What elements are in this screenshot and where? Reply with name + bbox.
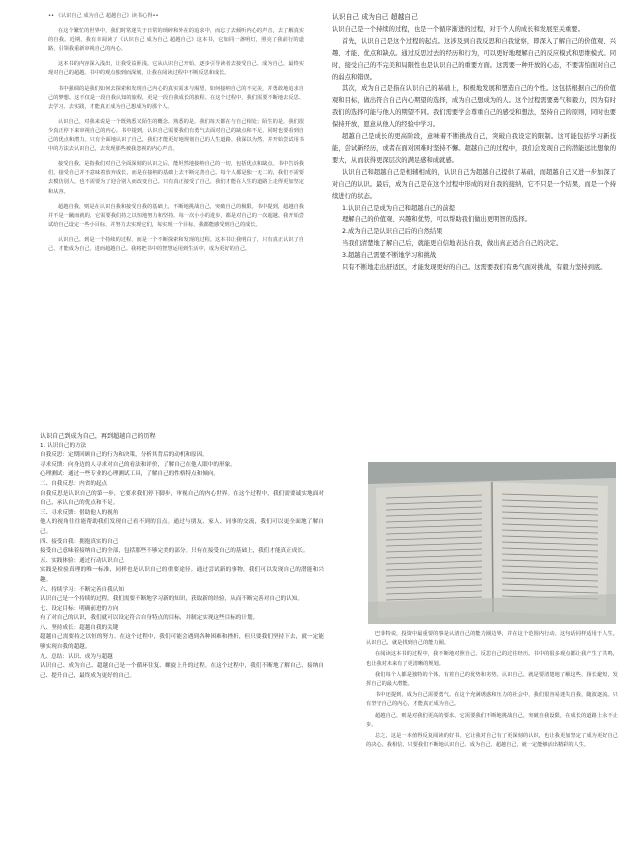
paragraph: 首先，认识自己是这个过程的起点。这涉及到自我反思和自我觉察，即深入了解自己的价值观、兴趣、才能、优点和缺点。通过反思过去的经历和行为，可以更好地理解自己的反应模式和思维模式。同时，接受自己的不完美和局限性也是认识自己的重要方面。这需要一种开放的心态，不要害怕面对自己的弱点和错误。 (332, 37, 616, 81)
list-item: 认识自己、成为自己、超越自己是一个循环往复、螺旋上升的过程。在这个过程中，我们不断地了解自己、接纳自己、提升自己，最终成为更好的自己。 (40, 663, 324, 679)
page-1-body (48, 27, 304, 254)
list-item: 自我反思：定期回顾自己的行为和决策，分析其背后的动机和原因。 (40, 452, 208, 459)
paragraph: 接受自我，是指我们对自己全面深刻的认识之后，能坦然地接纳自己的一切，包括优点和缺点。书中告诉我们，接受自己并不意味着放弃成长，而是在接纳的基础上去不断完善自己。每个人都是独一无二的，我们不需要去模仿别人，也不需要为了迎合别人而改变自己。只有真正接受了自己，我们才能在人生的道路上走得更加坚定和从容。 (48, 161, 304, 195)
page-2-numbered (332, 203, 616, 274)
list-item: 心理测试：通过一些专业的心理测试工具，了解自己的性格特点和倾向。 (40, 471, 220, 478)
numbered-item: 理解自己的价值观、兴趣和优势，可以帮助我们做出更明智的选择。 (342, 216, 531, 224)
numbered-item: 当我们清楚地了解自己后，就能更自信地表达自我，做出真正适合自己的决定。 (342, 240, 563, 248)
list-item: 1. 认识自己的方法 (40, 442, 87, 449)
paragraph: 超越自己，则是对我们更高的要求。它需要我们不断地挑战自己，突破自我设限，在成长的道路上永不止步。 (366, 712, 618, 728)
page-4 (366, 630, 618, 850)
numbered-item: 1.认识自己是成为自己和超越自己的前提 (342, 204, 456, 212)
list-item: 五、实践体验：通过行动认识自己 (40, 557, 124, 564)
paragraph: 我们每个人都是独特的个体，有着自己的优势和劣势。认识自己，就是要清楚地了解这些，扬长避短，发挥自己的最大潜能。 (366, 671, 618, 688)
page-2 (328, 12, 620, 417)
page-3-title: 认识自己到成为自己，再到超越自己的历程 (40, 433, 156, 440)
list-item: 四、接受自我：拥抱真实的自己 (40, 538, 119, 545)
page-1 (40, 12, 310, 417)
page-3-body (40, 442, 324, 682)
page-1-header: •• 《认识自己 成为自己 超越自己》读书心得•• (48, 13, 159, 19)
page-2-subtitle: 认识自己是一个持续的过程，也是一个循序渐进的过程，对于个人的成长和发展至关重要。 (332, 25, 584, 33)
paragraph: 其次，成为自己是指在认识自己的基础上，积极地发展和塑造自己的个性。这包括根据自己的价值观和目标，做出符合自己内心期望的选择，成为自己想成为的人。这个过程需要勇气和毅力，因为有时我们的选择可能与他人的期望不同。我们需要学会尊重自己的感受和想法，坚持自己的原则，同时也要保持开放，愿意从他人的经验中学习。 (332, 85, 616, 129)
page-3 (36, 432, 328, 850)
page-2-body (332, 36, 616, 203)
page-4-body (366, 630, 618, 750)
list-item: 认识自己是一个持续的过程，我们需要不断地学习新的知识，获取新的经验，从而不断完善对自己的认知。 (40, 596, 303, 603)
numbered-item: 只有不断地走出舒适区，才能发现更好的自己。这需要我们有勇气面对挑战，有毅力坚持到底。 (342, 264, 607, 272)
paragraph: 巴菲特说，投资中最重要的事是认清自己的能力圈边界，并在这个范围内行动。这句话同样适用于人生。认识自己，就是找到自己的能力圈。 (366, 631, 618, 647)
paragraph: 超越自己是成长的更高阶段，意味着不断挑战自己，突破自我设定的限制。这可能包括学习新技能，尝试新经历，或者在面对困难时坚持不懈。超越自己的过程中，我们会发现自己的潜能远比想象的要大，从而获得更深层次的满足感和成就感。 (332, 133, 616, 164)
list-item: 接受自己意味着接纳自己的全部，包括那些不够完美的部分。只有在接受自己的基础上，我们才能真正成长。 (40, 548, 309, 555)
numbered-item: 3.超越自己需要不断地学习和挑战 (342, 252, 437, 260)
paragraph: 认识自己和超越自己是相辅相成的，认识自己为超越自己提供了基础，而超越自己又进一步加深了对自己的认识。最后，成为自己是在这个过程中形成的对自我的接纳，它不只是一个结果，而是一个持续进行的状态。 (332, 168, 616, 200)
paragraph: 认识自己，到是一个持续的过程，而是一个不断探索和发现的过程。这本书让我明白了，只有真正认识了自己，才能成为自己，进而超越自己。我将把书中的智慧运用到生活中，成为更好的自己。 (48, 236, 304, 252)
list-item: 六、持续学习：不断完善自我认知 (40, 586, 124, 593)
list-item: 三、寻求反馈：借助他人的视角 (40, 509, 119, 516)
paragraph: 书中还提到，成为自己需要勇气。在这个充满诱惑和压力的社会中，我们很容易迷失自我，随波逐流。只有坚守自己的内心，才能真正成为自己。 (366, 692, 618, 708)
page-2-title: 认识自己 成为自己 超越自己 (332, 13, 418, 21)
paragraph: 超越自我，则是在认识自我和接受自我的基础上，不断地挑战自己，突破自己的极限。书中提到，超越自我并不是一蹴而就的，它需要我们持之以恒地努力和坚持。每一次小小的进步，都是对自己的一次超越。我开始尝试给自己设定一些小目标，并努力去实现它们，每实现一个目标，我都能感受到自己的成长。 (48, 203, 304, 228)
paragraph: 总之，这是一本值得反复阅读的好书。它让我对自己有了更深刻的认识，也让我更加坚定了成为更好自己的决心。我相信，只要我们不断地认识自己、成为自己、超越自己，就一定能够活出精彩的人生。 (366, 733, 618, 749)
list-item: 实践是检验真理的唯一标准，同样也是认识自己的重要途径。通过尝试新的事物，我们可以发现自己的潜能和兴趣。 (40, 567, 324, 583)
list-item: 他人的视角往往能帮助我们发现自己看不到的盲点。通过与朋友、家人、同事的交流，我们可以更全面地了解自己。 (40, 519, 324, 535)
paragraph: 在阅读这本书的过程中，我不断地对照自己，反思自己的过往经历。书中的很多观点都让我产生了共鸣，也让我对未来有了更清晰的规划。 (366, 651, 618, 667)
list-item: 超越自己需要持之以恒的努力。在这个过程中，我们可能会遇到各种困难和挫折，但只要我们坚持下去，就一定能够实现自我的超越。 (40, 634, 324, 651)
book-photo-image (368, 462, 616, 624)
list-item: 寻求反馈：向身边的人寻求对自己的看法和评价，了解自己在他人眼中的形象。 (40, 461, 236, 468)
list-item: 九、总结：认识、成为与超越 (40, 653, 113, 660)
paragraph: 认识自己，对我来说是一个既熟悉又陌生的概念。熟悉的是，我们每天都在与自己相处；陌生的是，我们很少真正停下来审视自己的内心。书中提到，认识自己需要我们有勇气去面对自己的缺点和不足，同时也要看到自己的优点和潜力。只有全面地认识了自己，我们才能更好地规划自己的人生道路。我深以为然，并开始尝试用书中的方法去认识自己，去发现那些被我忽视的内心声音。 (48, 118, 304, 153)
list-item: 有了对自己的认识，我们就可以设定符合自身特点的目标，并制定实现这些目标的计划。 (40, 615, 259, 622)
list-item: 七、设定目标：明确前进的方向 (40, 605, 119, 612)
list-item: 八、坚持成长：超越自我的关键 (40, 624, 119, 631)
paragraph: 这本书的内容深入浅出，让我受益匪浅。它从认识自己开始，逐步引导读者去接受自己、成为自己，最终实现对自己的超越。书中的观点独到而深刻，让我在阅读过程中不断反思和成长。 (48, 61, 304, 77)
list-item: 二、自我反思：内省的起点 (40, 480, 108, 487)
numbered-item: 2.成为自己是认识自己后的自然结果 (342, 228, 443, 236)
paragraph: 书中强调的是我们如何去探索和发现自己内心的真实需求与渴望，如何接纳自己的不完美，并勇敢地追求自己的梦想。这不仅是一段自我认知的旅程，更是一段自我成长的旅程。在这个过程中，我们需要不断地去反思、去学习、去实践，才能真正成为自己想成为的那个人。 (48, 85, 304, 110)
paragraph: 在这个繁忙的世界中，我们时常迷失于日常的琐碎和外在的追求中，而忘了去倾听内心的声音，去了解真实的自我。近期，我有幸阅读了《认识自己 成为自己 超越自己》这本书，它如同一盏明灯，照亮了我前行的道路，引领我重新审视自己的内心。 (48, 28, 304, 53)
list-item: 自我反思是认识自己的第一步，它要求我们停下脚步，审视自己的内心世界。在这个过程中，我们需要诚实地面对自己，承认自己的优点和不足。 (40, 490, 324, 507)
book-photo (368, 462, 616, 624)
